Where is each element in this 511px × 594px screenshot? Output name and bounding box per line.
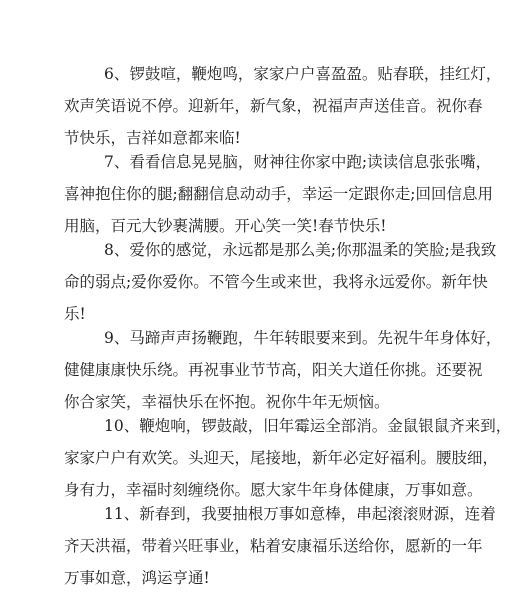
paragraph-line: 6、锣鼓喧，鞭炮鸣，家家户户喜盈盈。贴春联，挂红灯， <box>104 65 502 83</box>
paragraph-line: 健健康康快乐绕。再祝事业节节高，阳关大道任你挑。还要祝 <box>64 361 483 379</box>
paragraph-line: 身有力，幸福时刻缠绕你。愿大家牛年身体健康，万事如意。 <box>64 481 483 499</box>
paragraph-line: 齐天洪福，带着兴旺事业，粘着安康福乐送给你，愿新的一年 <box>64 537 483 555</box>
paragraph-9 <box>64 322 502 418</box>
paragraph-line: 欢声笑语说不停。迎新年，新气象，祝福声声送佳音。祝你春 <box>64 97 483 115</box>
paragraph-line: 命的弱点;爱你爱你。不管今生或来世，我将永远爱你。新年快 <box>64 273 488 291</box>
paragraph-10 <box>64 410 511 506</box>
paragraph-line: 11、新春到，我要抽根万事如意棒，串起滚滚财源，连着 <box>104 505 496 523</box>
paragraph-line: 9、马蹄声声扬鞭跑，牛年转眼要来到。先祝牛年身体好， <box>104 329 502 347</box>
paragraph-line: 8、爱你的感觉，永远都是那么美;你那温柔的笑脸;是我致 <box>104 241 497 259</box>
paragraph-line: 用脑，百元大钞裹满腰。开心笑一笑!春节快乐! <box>64 217 387 235</box>
paragraph-8 <box>64 234 497 330</box>
paragraph-7 <box>64 146 493 242</box>
paragraph-line: 万事如意，鸿运亨通! <box>64 569 210 587</box>
paragraph-line: 你合家笑，幸福快乐在怀抱。祝你牛年无烦恼。 <box>64 393 390 411</box>
paragraph-line: 喜神抱住你的腿;翻翻信息动动手，幸运一定跟你走;回回信息用 <box>64 185 493 203</box>
paragraph-line: 节快乐，吉祥如意都来临! <box>64 129 241 147</box>
paragraph-line: 7、看看信息晃晃脑，财神往你家中跑;读读信息张张嘴， <box>104 153 492 171</box>
paragraph-line: 10、鞭炮响，锣鼓敲，旧年霉运全部消。金鼠银鼠齐来到， <box>104 417 511 435</box>
paragraph-line: 家家户户有欢笑。头迎天，尾接地，新年必定好福利。腰肢细， <box>64 449 499 467</box>
paragraph-6 <box>64 58 502 154</box>
paragraph-11 <box>64 498 496 594</box>
paragraph-line: 乐! <box>64 305 86 323</box>
